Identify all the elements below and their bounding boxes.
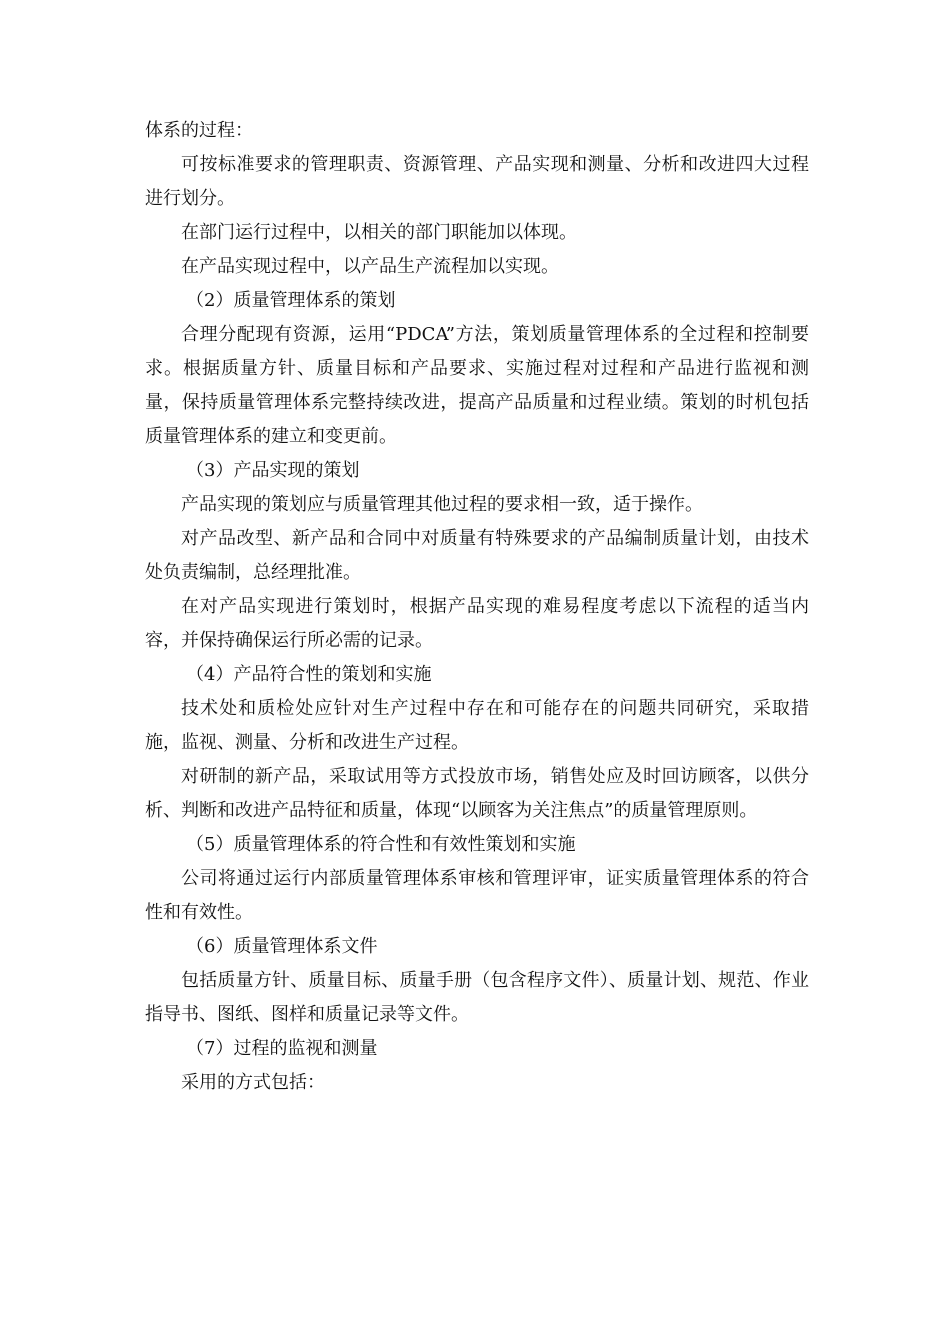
paragraph: 技术处和质检处应针对生产过程中存在和可能存在的问题共同研究，采取措施，监视、测量、分析和改进生产过程。 bbox=[145, 698, 809, 753]
section-heading: （6）质量管理体系文件 bbox=[186, 936, 378, 957]
section-heading: （4）产品符合性的策划和实施 bbox=[186, 664, 432, 685]
section-heading: （7）过程的监视和测量 bbox=[186, 1038, 378, 1059]
paragraph: 公司将通过运行内部质量管理体系审核和管理评审，证实质量管理体系的符合性和有效性。 bbox=[145, 868, 809, 923]
paragraph: 对研制的新产品，采取试用等方式投放市场，销售处应及时回访顾客，以供分析、判断和改进产品特征和质量，体现“以顾客为关注焦点”的质量管理原则。 bbox=[145, 766, 809, 821]
paragraph: 在产品实现过程中，以产品生产流程加以实现。 bbox=[181, 256, 559, 277]
paragraph: 包括质量方针、质量目标、质量手册（包含程序文件）、质量计划、规范、作业指导书、图纸、图样和质量记录等文件。 bbox=[145, 970, 809, 1025]
paragraph: 体系的过程： bbox=[145, 120, 253, 141]
document-body bbox=[145, 114, 809, 1100]
paragraph: 产品实现的策划应与质量管理其他过程的要求相一致，适于操作。 bbox=[181, 494, 703, 515]
paragraph: 合理分配现有资源，运用“PDCA”方法，策划质量管理体系的全过程和控制要求。根据质量方针、质量目标和产品要求、实施过程对过程和产品进行监视和测量，保持质量管理体系完整持续改进，提高产品质量和过程业绩。策划的时机包括质量管理体系的建立和变更前。 bbox=[145, 324, 809, 447]
paragraph: 在对产品实现进行策划时，根据产品实现的难易程度考虑以下流程的适当内容，并保持确保运行所必需的记录。 bbox=[145, 596, 809, 651]
section-heading: （2）质量管理体系的策划 bbox=[186, 290, 396, 311]
paragraph: 对产品改型、新产品和合同中对质量有特殊要求的产品编制质量计划，由技术处负责编制，总经理批准。 bbox=[145, 528, 809, 583]
section-heading: （5）质量管理体系的符合性和有效性策划和实施 bbox=[186, 834, 576, 855]
paragraph: 可按标准要求的管理职责、资源管理、产品实现和测量、分析和改进四大过程进行划分。 bbox=[145, 154, 809, 209]
paragraph: 在部门运行过程中，以相关的部门职能加以体现。 bbox=[181, 222, 577, 243]
paragraph: 采用的方式包括： bbox=[181, 1072, 325, 1093]
section-heading: （3）产品实现的策划 bbox=[186, 460, 360, 481]
